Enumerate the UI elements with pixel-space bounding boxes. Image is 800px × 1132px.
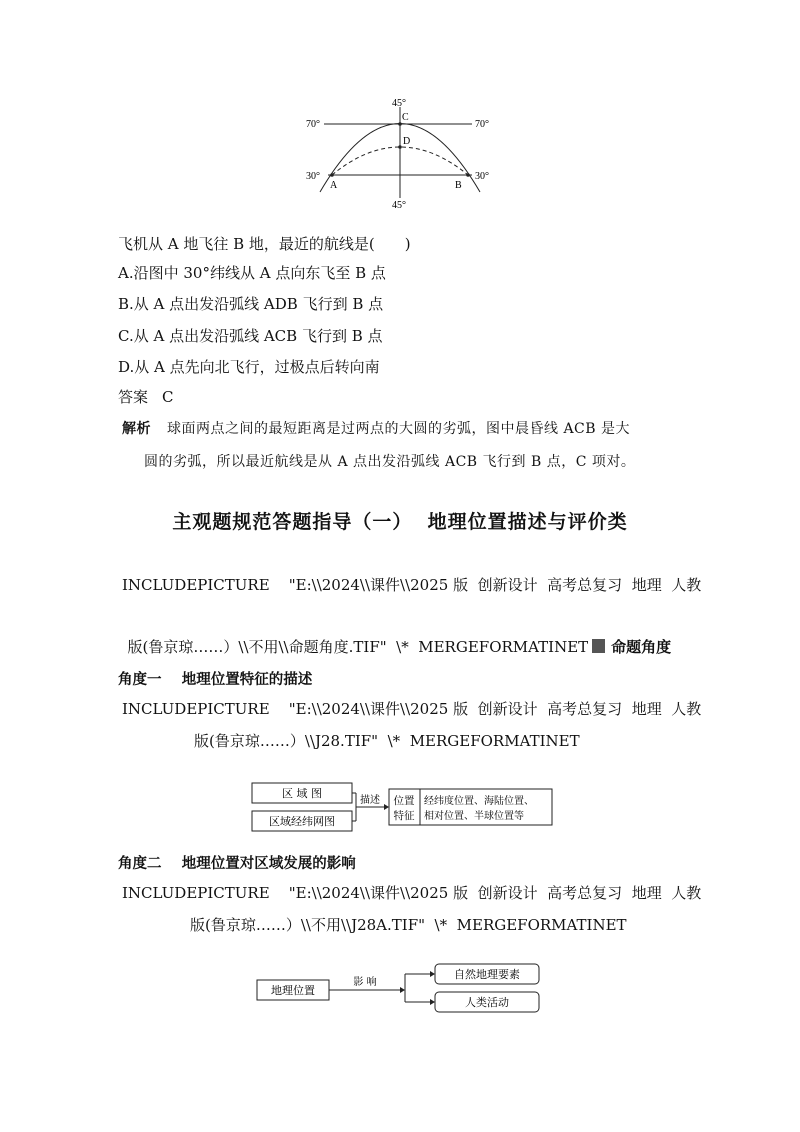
latitude-arc-figure xyxy=(300,95,505,215)
label-d: D xyxy=(403,136,411,147)
box-region-map-label: 区 域 图 xyxy=(282,787,322,800)
badge-text: 命题角度 xyxy=(611,638,672,656)
analysis-line-2: 圆的劣弧，所以最近航线是从 A 点出发沿弧线 ACB 飞行到 B 点，C 项对。 xyxy=(144,454,636,470)
angle-1-include-line-1: INCLUDEPICTURE "E:\\2024\\课件\\2025 版 创新设计 高考总复习 地理 人教 xyxy=(122,700,702,718)
include-field-1-line-1: INCLUDEPICTURE "E:\\2024\\课件\\2025 版 创新设计 高考总复习 地理 人教 xyxy=(122,576,702,594)
branch-bottom-head xyxy=(430,999,435,1005)
box-location-label: 地理位置 xyxy=(271,984,315,997)
branch-top-head xyxy=(430,971,435,977)
label-30-right: 30° xyxy=(475,171,489,182)
box-grid-map-label: 区域经纬网图 xyxy=(269,815,335,828)
point-b-marker xyxy=(466,173,470,177)
influence-arrow-head xyxy=(400,987,405,993)
answer-value: C xyxy=(162,388,174,406)
angle-2-include-line-2: 版(鲁京琼……）\\不用\\J28A.TIF" \* MERGEFORMATINET xyxy=(190,916,627,934)
position-description-diagram xyxy=(250,778,560,832)
label-c: C xyxy=(402,112,409,123)
point-a-marker xyxy=(330,173,334,177)
analysis-text-1: 球面两点之间的最短距离是过两点的大圆的劣弧，图中晨昏线 ACB 是大 xyxy=(167,421,631,437)
label-70-left: 70° xyxy=(306,119,320,130)
angle-2-heading: 角度二 地理位置对区域发展的影响 xyxy=(118,856,356,872)
analysis-line-1 xyxy=(122,418,630,438)
angle-1-include-line-2: 版(鲁京琼……）\\J28.TIF" \* MERGEFORMATINET xyxy=(194,732,580,750)
angle-2-include-line-1: INCLUDEPICTURE "E:\\2024\\课件\\2025 版 创新设计 高考总复习 地理 人教 xyxy=(122,884,702,902)
influence-label: 影 响 xyxy=(353,977,377,988)
option-a: A.沿图中 30°纬线从 A 点向东飞至 B 点 xyxy=(118,264,386,282)
describe-arrow-head xyxy=(384,804,389,810)
answer-row xyxy=(118,386,174,407)
badge-block-icon xyxy=(592,639,605,653)
include-field-1-text: 版(鲁京琼……）\\不用\\命题角度.TIF" \* MERGEFORMATINET xyxy=(127,638,589,656)
option-c: C.从 A 点出发沿弧线 ACB 飞行到 B 点 xyxy=(118,327,383,345)
point-d-marker xyxy=(398,145,402,149)
describe-label: 描述 xyxy=(360,795,380,806)
label-b: B xyxy=(455,180,462,191)
answer-label: 答案 xyxy=(118,388,149,406)
location-influence-diagram xyxy=(255,962,545,1017)
box-natural-factors-label: 自然地理要素 xyxy=(454,968,520,981)
option-b: B.从 A 点出发沿弧线 ADB 飞行到 B 点 xyxy=(118,295,384,313)
question-stem: 飞机从 A 地飞往 B 地，最近的航线是( ) xyxy=(118,235,411,253)
option-d: D.从 A 点先向北飞行，过极点后转向南 xyxy=(118,358,380,376)
include-field-1-line-2 xyxy=(118,618,671,657)
section-title: 主观题规范答题指导（一） 地理位置描述与评价类 xyxy=(172,511,628,533)
label-30-left: 30° xyxy=(306,171,320,182)
label-bottom-45: 45° xyxy=(392,200,406,211)
angle-1-heading: 角度一 地理位置特征的描述 xyxy=(118,672,313,688)
label-a: A xyxy=(330,180,338,191)
position-label: 位置 xyxy=(393,795,415,807)
position-types-line-2: 相对位置、半球位置等 xyxy=(424,811,524,822)
position-types-line-1: 经纬度位置、海陆位置、 xyxy=(424,796,534,807)
feature-label: 特征 xyxy=(393,810,415,822)
label-top-45: 45° xyxy=(392,98,406,109)
box-human-activity-label: 人类活动 xyxy=(465,996,509,1009)
label-70-right: 70° xyxy=(475,119,489,130)
analysis-label: 解析 xyxy=(122,421,151,437)
